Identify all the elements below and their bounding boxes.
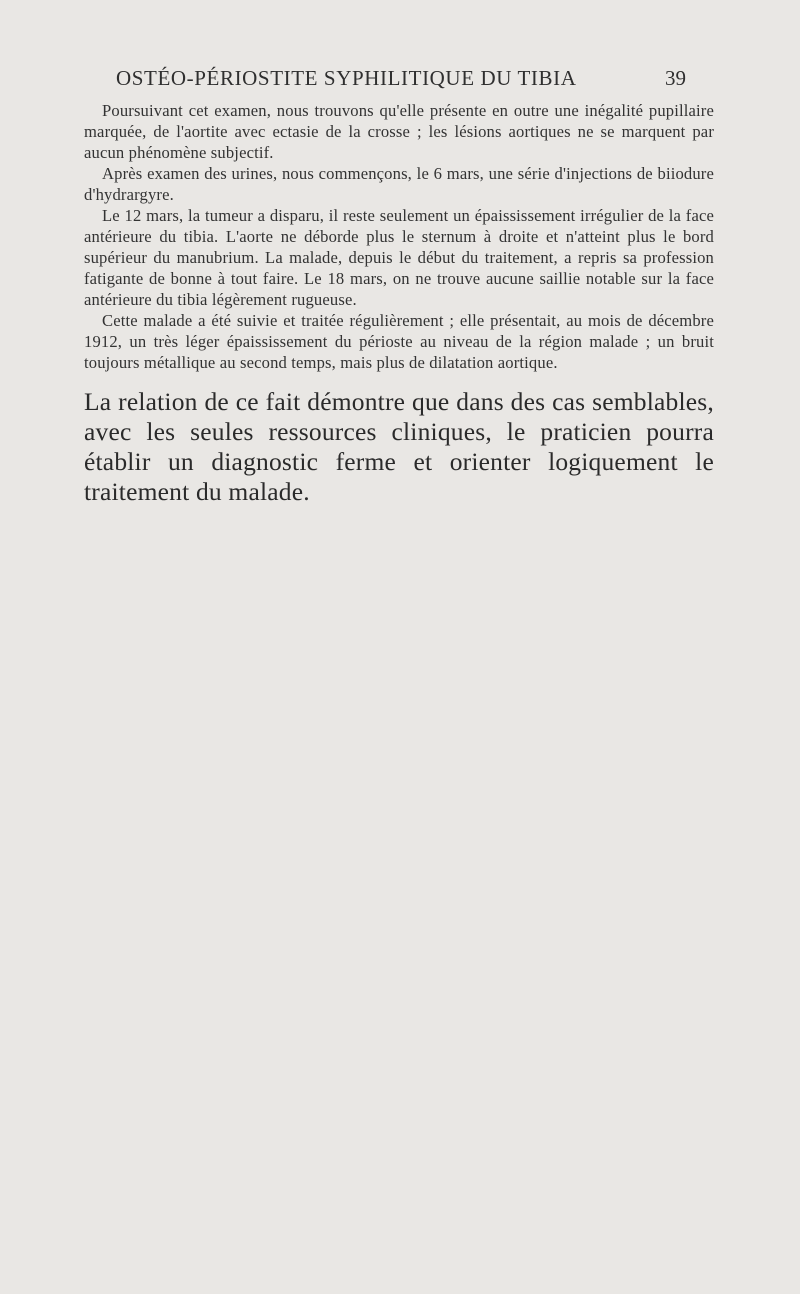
paragraph-injections: Après examen des urines, nous commençons, le 6 mars, une série d'injections de biiodure d'hydrargyre. (84, 164, 714, 204)
paragraph-march-12: Le 12 mars, la tumeur a disparu, il reste seulement un épaississement irrégulier de la face antérieure du tibia. L'aorte ne déborde plus le sternum à droite et n'atteint plus le bord supérieur du manubrium. La malade, depuis le début du traitement, a repris sa profession fatigante de bonne à tout faire. Le 18 mars, on ne trouve aucune saillie notable sur la face antérieure du tibia légèrement rugueuse. (84, 206, 714, 309)
running-head (116, 66, 686, 96)
running-title: OSTÉO-PÉRIOSTITE SYPHILITIQUE DU TIBIA (116, 66, 577, 90)
paragraph-examination: Poursuivant cet examen, nous trouvons qu'elle présente en outre une inégalité pupillaire marquée, de l'aortite avec ectasie de la crosse ; les lésions aortiques ne se marquent par aucun phénomène subjectif. (84, 101, 714, 162)
page-number: 39 (665, 66, 686, 90)
body-text (84, 100, 714, 507)
conclusion-paragraph: La relation de ce fait démontre que dans des cas semblables, avec les seules ressources cliniques, le praticien pourra établir un diagnostic ferme et orienter logiquement le traitement du malade. (84, 387, 714, 506)
paragraph-follow-up: Cette malade a été suivie et traitée régulièrement ; elle présentait, au mois de décembre 1912, un très léger épaississement du périoste au niveau de la région malade ; un bruit toujours métallique au second temps, mais plus de dilatation aortique. (84, 311, 714, 372)
